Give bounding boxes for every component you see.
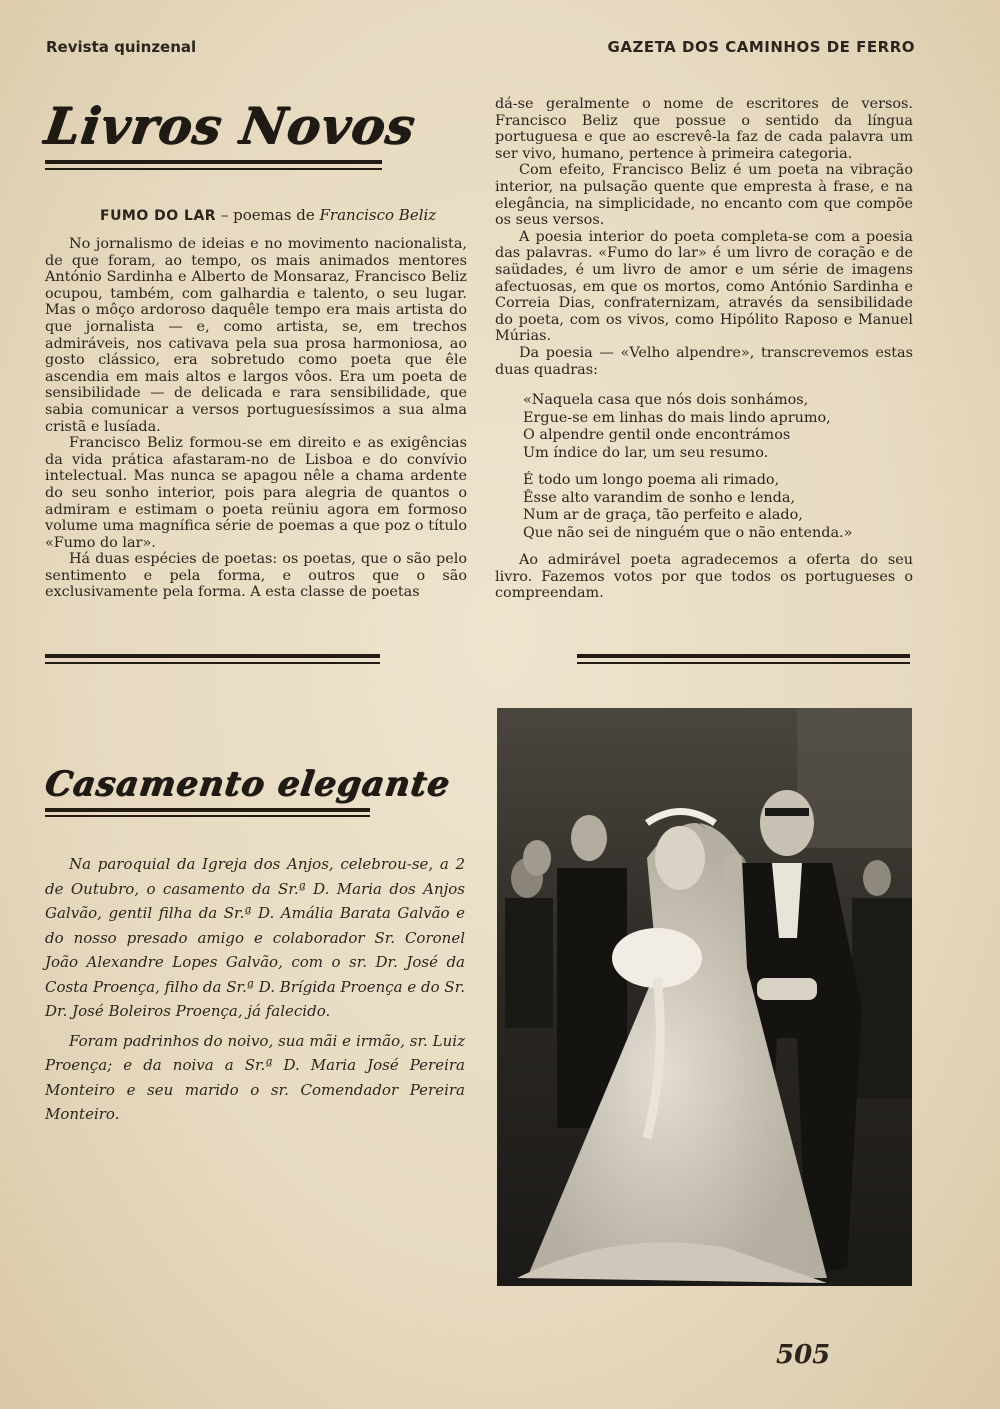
poem-stanza: [523, 392, 913, 462]
poem-line: Num ar de graça, tão perfeito e alado,: [523, 507, 803, 524]
poem-line: O alpendre gentil onde encontrámos: [523, 427, 791, 444]
section-rule-left-top: [45, 654, 380, 658]
book-subtitle: [100, 206, 436, 224]
paragraph: dá-se geralmente o nome de escritores de versos. Francisco Beliz que possue o sentido da língua portuguesa e que ao escrevê-la faz de cada palavra um ser vivo, humano, pertence à primeira categoria.: [495, 96, 913, 162]
poem-line: «Naquela casa que nós dois sonhámos,: [523, 392, 809, 409]
book-subtitle-connector: – poemas de: [216, 206, 320, 224]
section-title-wedding: Casamento elegante: [42, 764, 453, 804]
paragraph: No jornalismo de ideias e no movimento nacionalista, de que foram, ao tempo, os mais animados mentores António Sardinha e Alberto de Monsaraz, Francisco Beliz ocupou, também, com galhardia e talento, o seu lugar. Mas o môço ardoroso daquêle tempo era mais artista do que jornalista — e, como artista, se, em trechos admiráveis, nos cativava pela sua prosa harmoniosa, ao gosto clássico, era sobretudo como poeta que êle ascendia em mais altos e largos vôos. Era um poeta de sensibilidade — de delicada e rara sensibilidade, que sabia comunicar a versos portuguesíssimos a sua alma cristã e lusíada.: [45, 236, 467, 435]
section-rule-right-top: [577, 654, 910, 658]
title-rule-bottom: [45, 168, 382, 170]
poem-line: Êsse alto varandim de sonho e lenda,: [523, 489, 796, 506]
paragraph: Francisco Beliz formou-se em direito e as exigências da vida prática afastaram-no de Lisboa e do convívio intelectual. Mas nunca se apagou nêle a chama ardente do seu sonho interior, pois para alegria de quantos o admiram e estimam o poeta reüniu agora em formoso volume uma magnífica série de poemas a que poz o título «Fumo do lar».: [45, 435, 467, 551]
paragraph: Na paroquial da Igreja dos Anjos, celebrou-se, a 2 de Outubro, o casamento da Sr.ª D. Maria dos Anjos Galvão, gentil filha da Sr.ª D. Amália Barata Galvão e do nosso presado amigo e colaborador Sr. Coronel João Alexandre Lopes Galvão, com o sr. Dr. José da Costa Proença, filho da Sr.ª D. Brígida Proença e do Sr. Dr. José Boleiros Proença, já falecido.: [45, 855, 465, 1020]
wedding-article: [45, 852, 465, 1132]
paragraph: Da poesia — «Velho alpendre», transcrevemos estas duas quadras:: [495, 344, 913, 378]
paragraph: Com efeito, Francisco Beliz é um poeta na vibração interior, na pulsação quente que empresta à frase, e na elegância, na simplicidade, no encanto com que compõe os seus versos.: [495, 162, 913, 229]
section-rule-right-bottom: [577, 662, 910, 664]
title-rule-top: [45, 160, 382, 164]
poem-line: Que não sei de ninguém que o não entenda.»: [523, 524, 853, 541]
book-author: Francisco Beliz: [319, 206, 437, 224]
wedding-photo: [497, 708, 912, 1286]
poem-quote: [523, 392, 913, 542]
page-number: 505: [776, 1340, 831, 1370]
header-right: GAZETA DOS CAMINHOS DE FERRO: [607, 38, 915, 56]
books-column-left: [45, 236, 467, 601]
wedding-rule-top: [45, 808, 370, 812]
section-title-books: Livros Novos: [40, 96, 420, 155]
header-left: Revista quinzenal: [46, 38, 197, 56]
wedding-photo-drawing: [497, 708, 912, 1286]
poem-line: Ergue-se em linhas do mais lindo aprumo,: [523, 409, 831, 426]
poem-line: É todo um longo poema ali rimado,: [523, 472, 780, 489]
poem-line: Um índice do lar, um seu resumo.: [523, 444, 769, 461]
book-title: FUMO DO LAR: [100, 208, 217, 224]
books-column-right: [495, 96, 913, 602]
paragraph: Há duas espécies de poetas: os poetas, que o são pelo sentimento e pela forma, e outros que o são exclusivamente pela forma. A esta classe de poetas: [45, 551, 467, 601]
paragraph: Foram padrinhos do noivo, sua mãi e irmão, sr. Luiz Proença; e da noiva a Sr.ª D. Maria José Pereira Monteiro e seu marido o sr. Comendador Pereira Monteiro.: [45, 1031, 465, 1123]
section-rule-left-bottom: [45, 662, 380, 664]
paragraph: A poesia interior do poeta completa-se com a poesia das palavras. «Fumo do lar» é um livro de coração e de saüdades, é um livro de amor e um série de imagens afectuosas, em que os mortos, como António Sardinha e Correia Dias, confraternizam, através da sensibilidade do poeta, com os vivos, como Hipólito Raposo e Manuel Múrias.: [495, 228, 913, 345]
paragraph: Ao admirável poeta agradecemos a oferta do seu livro. Fazemos votos por que todos os portugueses o compreendam.: [495, 552, 913, 602]
poem-stanza: [523, 472, 913, 542]
wedding-rule-bottom: [45, 815, 370, 817]
